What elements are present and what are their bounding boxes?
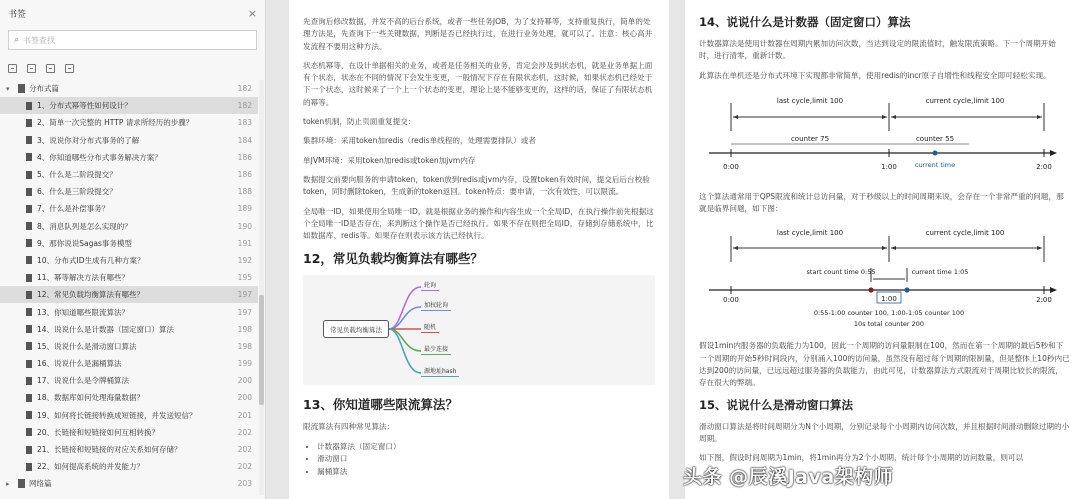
bookmark-label: 6、什么是三阶段提交？ <box>37 187 117 197</box>
bookmark-page-number: 202 <box>237 445 252 455</box>
bookmark-icon <box>26 411 32 419</box>
bookmark-label: 11、幂等解决方法有哪些？ <box>37 273 130 283</box>
paragraph: 状态机幂等，在设计单据相关的业务，或者是任务相关的业务，肯定会涉及到状态机，就是业务单据上面有个状态，状态在不同的情况下会发生变更，一般情况下存在有限状态机，这时候，如果状态机已经处于下一个状态，这时候来了一个上一个状态的变更，理论上是不能够变更的，这样的话，保证了有限状态机的幂等。 <box>303 60 653 107</box>
bookmark-item[interactable] <box>0 218 258 235</box>
paragraph: 滑动窗口算法是将时间周期分为N个小周期，分别记录每个小周期内访问次数，并且根据时间滑动删除过期的小周期。 <box>699 421 1070 443</box>
bookmark-icon <box>26 377 32 385</box>
bookmark-item[interactable] <box>0 355 258 372</box>
bookmark-page-number: 202 <box>237 462 252 472</box>
bookmark-search-input[interactable] <box>8 30 257 50</box>
bookmark-page-number: 200 <box>237 376 252 386</box>
mindmap-leaf: 最少连接 <box>421 343 451 354</box>
mindmap-leaf: 加权轮询 <box>421 299 451 310</box>
bookmark-icon <box>18 84 25 93</box>
bookmark-item[interactable] <box>0 149 258 166</box>
last-cycle-label: last cycle,limit 100 <box>776 229 844 238</box>
bookmarks-header <box>0 0 265 26</box>
bookmark-item[interactable] <box>0 114 258 131</box>
search-placeholder: 书签查找 <box>23 35 56 45</box>
paragraph: 如下图，假设时间周期为1min，将1min再分为2个小周期，统计每个小周期的访问数量，则可以 <box>699 453 1024 463</box>
bookmark-item[interactable] <box>0 407 258 424</box>
bookmark-item[interactable] <box>0 372 258 389</box>
document-viewport[interactable] <box>267 0 1080 499</box>
current-time-label: current time 1:05 <box>911 268 969 277</box>
tick-1: 1:00 <box>881 295 897 304</box>
bookmark-label: 网络篇 <box>29 479 52 489</box>
bookmark-icon <box>26 171 32 179</box>
bookmark-label: 21、长链接和短链接的对应关系如何存储？ <box>37 445 182 455</box>
bookmark-icon <box>26 222 32 230</box>
summary-line-2: 10s total counter 200 <box>853 320 925 329</box>
current-cycle-label: current cycle,limit 100 <box>925 96 1005 105</box>
bookmark-icon <box>26 291 32 299</box>
mindmap-leaf: 轮询 <box>421 279 439 290</box>
paragraph: 限流算法有四种常见算法： <box>303 422 395 432</box>
bookmark-label: 8、消息队列是怎么实现的？ <box>37 221 132 231</box>
bookmark-item[interactable] <box>0 269 258 286</box>
bookmark-label: 12、常见负载均衡算法有哪些？ <box>37 290 145 300</box>
bookmark-page-number: 186 <box>237 152 252 162</box>
tick-2: 2:00 <box>1036 162 1052 171</box>
paragraph: 这个算法通常用于QPS限流和统计总访问量，对于秒级以上的时间周期来说，会存在一个非常严重的问题，那就是临界问题，如下图： <box>699 191 1064 214</box>
bookmark-page-number: 182 <box>237 101 252 111</box>
bookmark-item[interactable] <box>0 235 258 252</box>
critical-problem-diagram <box>699 222 1059 332</box>
bookmark-label: 15、说说什么是滑动窗口算法 <box>37 341 137 351</box>
paragraph: 假设1min内服务器的负载能力为100，因此一个周期的访问量限制在100，然而在第一个周期的最后5秒和下一个周期的开始5秒时间段内，分别涌入100的访问量，虽然没有超过每个周期的限制量，但是整体上10秒内已达到200的访问量，已远远超过服务器的负载能力，由此可见，计数器算法方式限流对于周期比较长的限流，存在很大的弊端。 <box>699 341 1070 388</box>
bookmark-page-number: 202 <box>237 427 252 437</box>
bookmark-item[interactable] <box>0 252 258 269</box>
current-time-label: current time <box>914 160 956 169</box>
mindmap-root: 常见负载均衡算法 <box>323 320 389 338</box>
bookmark-icon <box>26 153 32 161</box>
section-heading: 15、说说什么是滑动窗口算法 <box>699 397 854 412</box>
summary-line-1: 0:55-1:00 counter 100, 1:00-1:05 counter 100 <box>813 309 965 318</box>
bookmark-page-number: 183 <box>237 118 252 128</box>
bookmark-icon <box>26 136 32 144</box>
tick-2: 2:00 <box>1036 296 1052 305</box>
bookmark-page-number: 201 <box>237 410 252 420</box>
close-icon[interactable]: × <box>247 6 257 20</box>
paragraph: token机制，防止页面重复提交： <box>303 117 416 127</box>
bookmark-page-number: 192 <box>237 255 252 265</box>
search-icon: ⌕ <box>14 35 20 45</box>
watermark-overlay: 头条 @辰溪Java架构师 <box>683 466 894 488</box>
bookmarks-title: 书签 <box>8 9 27 20</box>
bookmark-icon <box>26 102 32 110</box>
bookmark-label: 22、如何提高系统的并发能力？ <box>37 462 145 472</box>
paragraph: 先查询后修改数据，并发不高的后台系统，或者一些任务JOB，为了支持幂等，支持重复执行，简单的处理方法是，先查询下一些关键数据，判断是否已经执行过，在进行业务处理，就可以了。注意：核心高并发流程不要用这种方法。 <box>303 17 653 51</box>
bookmark-icon <box>26 274 32 282</box>
bookmark-label: 20、长链接和短链接如何互相转换？ <box>37 427 160 437</box>
bookmark-icon <box>26 188 32 196</box>
bookmark-icon <box>26 446 32 454</box>
paragraph: 计数器算法是使用计数器在周期内累加访问次数，当达到设定的限流值时，触发限流策略。下一个周期开始时，进行清零，重新计数。 <box>699 39 1056 61</box>
bookmark-item[interactable] <box>0 389 258 406</box>
tick-0: 0:00 <box>723 296 739 305</box>
tick-0: 0:00 <box>723 162 739 171</box>
bookmark-icon <box>26 308 32 316</box>
bookmark-page-number: 191 <box>237 238 252 248</box>
paragraph: 单JVM环境：采用token加redis或token加jvm内存 <box>303 155 476 165</box>
bookmark-icon <box>26 325 32 333</box>
bookmark-page-number: 188 <box>237 187 252 197</box>
bookmark-icon <box>26 463 32 471</box>
bookmark-section[interactable] <box>0 475 258 492</box>
bookmark-label: 17、说说什么是令牌桶算法 <box>37 376 130 386</box>
bookmark-label: 2、简单一次完整的 HTTP 请求所经历的步骤？ <box>37 118 194 128</box>
bookmark-item[interactable] <box>0 441 258 458</box>
bookmark-label: 3、说说你对分布式事务的了解 <box>37 135 140 145</box>
bookmark-icon <box>26 394 32 402</box>
section-heading: 13、你知道哪些限流算法？ <box>303 397 458 413</box>
last-cycle-label: last cycle,limit 100 <box>776 96 844 105</box>
mindmap-leaf: 源地址hash <box>421 365 459 376</box>
pdf-page-left <box>289 0 669 499</box>
bookmark-label: 4、你知道哪些分布式事务解决方案？ <box>37 152 162 162</box>
bookmark-label: 1、分布式幂等性如何设计？ <box>37 101 132 111</box>
add-bookmark-icon[interactable] <box>46 64 55 73</box>
list-item: • 计数器算法（固定窗口） <box>317 441 655 454</box>
bookmark-page-number: 195 <box>237 273 252 283</box>
counter-b: counter 55 <box>915 134 955 143</box>
collapse-all-icon[interactable] <box>27 64 36 73</box>
counter-a: counter 75 <box>790 134 830 143</box>
bookmark-item[interactable] <box>0 97 258 114</box>
bookmark-settings-icon[interactable] <box>65 64 74 73</box>
bookmark-label: 18、数据库如何处理海量数据？ <box>37 393 145 403</box>
bookmark-page-number: 190 <box>237 221 252 231</box>
section-heading: 14、说说什么是计数器（固定窗口）算法 <box>699 15 911 29</box>
bookmark-label: 14、说说什么是计数器（固定窗口）算法 <box>37 324 175 334</box>
bookmark-icon <box>26 360 32 368</box>
start-count-label: start count time 0:55 <box>806 268 876 277</box>
algorithm-list <box>303 441 655 479</box>
mindmap-leaf: 随机 <box>421 321 439 332</box>
bookmark-page-number: 189 <box>237 204 252 214</box>
tick-1: 1:00 <box>881 162 897 171</box>
current-cycle-label: current cycle,limit 100 <box>925 229 1005 238</box>
paragraph: 全局唯一ID，如果使用全局唯一ID，就是根据业务的操作和内容生成一个全局ID，在执行操作前先根据这个全局唯一ID是否存在，来判断这个操作是否已经执行。如果不存在则把全局ID，存储到存储系统中，比如数据库、redis等。如果存在则表示该方法已经执行。 <box>303 206 654 241</box>
bookmark-page-number: 197 <box>237 290 252 300</box>
bookmark-page-number: 203 <box>237 479 252 489</box>
bookmark-page-number: 200 <box>237 393 252 403</box>
bookmark-toolbar <box>0 56 265 80</box>
bookmark-label: 5、什么是二阶段提交？ <box>37 170 117 180</box>
bookmark-icon <box>26 239 32 247</box>
bookmark-item[interactable] <box>0 338 258 355</box>
pdf-page-right <box>685 0 1080 499</box>
collapse-triangle-icon[interactable]: ▾ <box>6 84 10 93</box>
bookmark-page-number: 184 <box>237 135 252 145</box>
bookmark-label: 9、那你说说Sagas事务模型 <box>37 238 132 248</box>
bookmark-item[interactable] <box>0 183 258 200</box>
bookmark-section[interactable] <box>0 80 258 97</box>
bookmark-page-number: 198 <box>237 341 252 351</box>
bookmark-page-number: 182 <box>237 84 252 94</box>
paragraph: 数据提交前要向服务的申请token，token放到redis或jvm内存，设置token有效时间，提交后后台校验token，同时删除token，生成新的token返回。token特点：要申请，一次有效性，可以限流。 <box>303 174 650 197</box>
bookmark-item[interactable] <box>0 132 258 149</box>
bookmark-page-number: 186 <box>237 170 252 180</box>
paragraph: 此算法在单机还是分布式环境下实现都非常简单，使用redis的incr原子自增性和线程安全即可轻松实现。 <box>699 70 1051 80</box>
bookmark-item[interactable] <box>0 321 258 338</box>
paragraph: 集群环境：采用token加redis（redis单线程的，处理需要排队）或者 <box>303 136 536 146</box>
bookmark-tree <box>0 80 258 493</box>
bookmark-page-number: 198 <box>237 324 252 334</box>
bookmark-label: 16、说说什么是漏桶算法 <box>37 359 122 369</box>
bookmark-page-number: 199 <box>237 359 252 369</box>
fixed-window-diagram <box>699 89 1059 181</box>
bookmark-item[interactable] <box>0 424 258 441</box>
section-heading: 12，常见负载均衡算法有哪些？ <box>303 251 483 267</box>
bookmark-icon <box>26 205 32 213</box>
bookmark-label: 10、分布式ID生成有几种方案？ <box>37 255 145 265</box>
bookmark-icon <box>18 479 25 488</box>
bookmark-item[interactable] <box>0 166 258 183</box>
bookmark-label: 19、如何将长链接转换成短链接，并发送短信？ <box>37 410 197 420</box>
sidebar-scrollbar[interactable] <box>259 80 264 495</box>
bookmark-icon <box>26 256 32 264</box>
bookmark-label: 7、什么是补偿事务？ <box>37 204 110 214</box>
bookmark-label: 13、你知道哪些限流算法？ <box>37 307 130 317</box>
bookmark-label: 分布式篇 <box>29 84 59 94</box>
bookmark-item[interactable] <box>0 458 258 475</box>
bookmark-page-number: 197 <box>237 307 252 317</box>
list-item: • 滑动窗口 <box>317 453 655 466</box>
bookmark-item[interactable] <box>0 286 258 303</box>
list-item: • 漏桶算法 <box>317 466 655 479</box>
bookmarks-panel <box>0 0 266 499</box>
sidebar-scrollbar-thumb[interactable] <box>259 295 264 405</box>
load-balancing-mindmap <box>303 275 655 385</box>
expand-all-icon[interactable] <box>8 64 17 73</box>
bookmark-item[interactable] <box>0 200 258 217</box>
bookmark-icon <box>26 428 32 436</box>
expand-triangle-icon[interactable]: ▸ <box>6 479 10 488</box>
bookmark-icon <box>26 342 32 350</box>
bookmark-item[interactable] <box>0 303 258 320</box>
bookmark-icon <box>26 119 32 127</box>
